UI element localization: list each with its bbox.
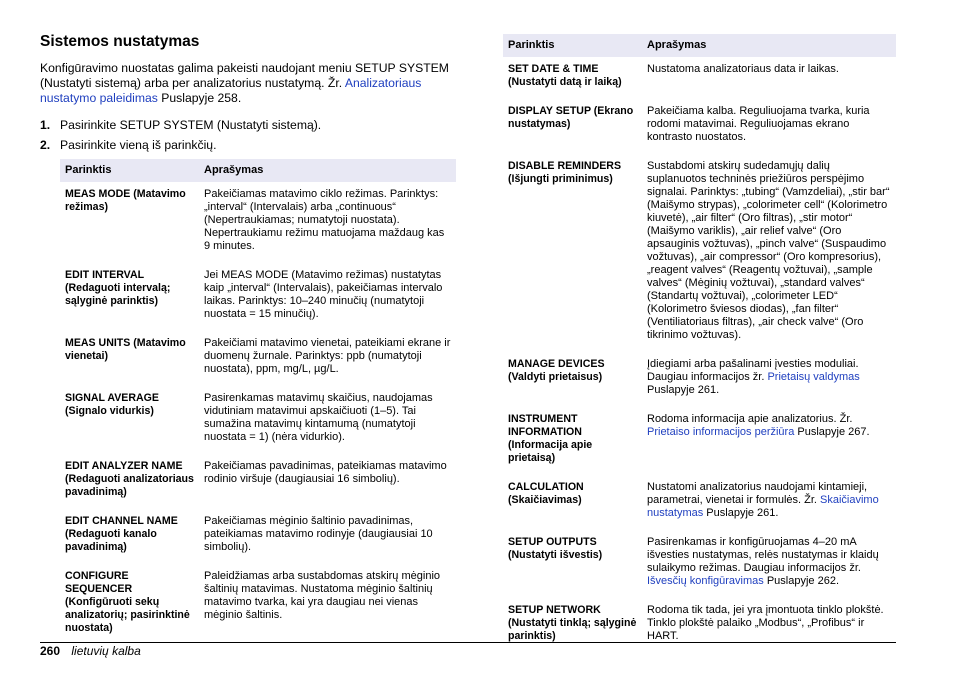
desc-text: Nustatomi analizatorius naudojami kintamieji, parametrai, vienetai ir formulės. Žr. bbox=[647, 481, 868, 506]
step-text: Pasirinkite vieną iš parinkčių. bbox=[60, 138, 217, 152]
desc-cell: Pasirenkamas matavimų skaičius, naudojamas vidutiniam matavimui apskaičiuoti (1–5). Tai sumažina matavimų kintamumą (numatytoji nuostata = 1) (nėra vidurkio). bbox=[204, 392, 433, 443]
intro-text-after: Puslapyje 258. bbox=[157, 91, 242, 105]
intro-link[interactable]: Analizatoriaus nustatymo paleidimas bbox=[40, 76, 422, 105]
param-cell: EDIT INTERVAL (Redaguoti intervalą; sąlyginė parinktis) bbox=[65, 269, 171, 307]
desc-cell: Pakeičiama kalba. Reguliuojama tvarka, kuria rodomi matavimai. Reguliuojamas ekrano kontrasto nuostatos. bbox=[647, 105, 870, 143]
page-number: 260 bbox=[40, 644, 61, 658]
header-param: Parinktis bbox=[503, 34, 642, 57]
desc-cell bbox=[642, 530, 896, 598]
param-cell: DISABLE REMINDERS (Išjungti priminimus) bbox=[508, 160, 622, 185]
table-header-row bbox=[60, 159, 456, 182]
desc-cell: Sustabdomi atskirų sudedamųjų dalių suplanuotos techninės priežiūros perspėjimo signalai. Parinktys: „tubing“ (Vamzdeliai), „stir bar“ (Maišymo strypas), „colorimeter cell“ (Kolorimetro kiuvetė), „air filter“ (Oro filtras), „stir motor“ (Maišymo variklis), „air relief valve“ (Oro apsauginis vožtuvas), „pinch valve“ (Suspaudimo vožtuvas), „air compressor“ (Oro kompresorius), „reagent valves“ (Reagentų vožtuvai), „sample valves“ (Mėginių vožtuvai), „standard valves“ (Standartų vožtuvai), „colorimeter LED“ (Kolorimetro šviesos diodas), „fan filter“ (Ventiliatoriaus filtras), „air check valve“ (Oro tikrinimo vožtuvas). bbox=[647, 160, 890, 341]
step-number: 1. bbox=[40, 118, 51, 132]
header-desc: Aprašymas bbox=[199, 159, 456, 182]
desc-cell bbox=[642, 475, 896, 530]
cross-ref-link[interactable]: Prietaisų valdymas bbox=[767, 371, 860, 383]
param-cell: MANAGE DEVICES (Valdyti prietaisus) bbox=[508, 358, 605, 383]
param-cell: EDIT ANALYZER NAME (Redaguoti analizatoriaus pavadinimą) bbox=[65, 460, 194, 498]
header-param: Parinktis bbox=[60, 159, 199, 182]
desc-cell: Paleidžiamas arba sustabdomas atskirų mėginio šaltinių matavimas. Nustatoma mėginio šaltinių matavimo tvarka, kai yra daugiau nei vienas mėginio šaltinis. bbox=[204, 570, 441, 621]
step-number: 2. bbox=[40, 138, 51, 152]
param-cell: CALCULATION (Skaičiavimas) bbox=[508, 481, 584, 506]
table-header-row bbox=[503, 34, 896, 57]
header-desc: Aprašymas bbox=[642, 34, 896, 57]
step-item bbox=[40, 138, 456, 153]
desc-text: Puslapyje 261. bbox=[647, 384, 720, 396]
table-row bbox=[503, 598, 896, 653]
table-row bbox=[60, 331, 456, 386]
left-column bbox=[40, 33, 456, 645]
desc-cell bbox=[642, 407, 896, 475]
step-text: Pasirinkite SETUP SYSTEM (Nustatyti sistemą). bbox=[60, 118, 322, 132]
footer-divider bbox=[40, 642, 896, 643]
intro-paragraph bbox=[40, 61, 456, 106]
desc-text: Puslapyje 267. bbox=[794, 426, 870, 438]
desc-cell: Jei MEAS MODE (Matavimo režimas) nustatytas kaip „interval“ (Intervalais), pakeičiamas intervalo laikas. Parinktys: 10–240 minučių (numatytoji nuostata = 15 minučių). bbox=[204, 269, 443, 320]
table-row bbox=[60, 509, 456, 564]
step-item bbox=[40, 118, 456, 133]
table-row bbox=[503, 407, 896, 475]
table-row bbox=[60, 564, 456, 645]
section-title: Sistemos nustatymas bbox=[40, 33, 200, 50]
table-row bbox=[503, 352, 896, 407]
param-cell: CONFIGURE SEQUENCER (Konfigūruoti sekų analizatorių; pasirinktinė nuostata) bbox=[65, 570, 190, 634]
page-footer bbox=[40, 644, 141, 658]
right-options-table bbox=[503, 34, 896, 653]
table-row bbox=[60, 182, 456, 263]
table-row bbox=[503, 154, 896, 352]
right-column bbox=[503, 34, 896, 653]
param-cell: MEAS UNITS (Matavimo vienetai) bbox=[65, 337, 186, 362]
desc-text: Įdiegiami arba pašalinami įvesties moduliai. Daugiau informacijos žr. bbox=[647, 358, 859, 383]
desc-cell: Pakeičiamas pavadinimas, pateikiamas matavimo rodinio viršuje (daugiausiai 16 simbolių). bbox=[204, 460, 447, 485]
intro-text-before: Konfigūravimo nuostatas galima pakeisti naudojant meniu SETUP SYSTEM (Nustatyti sistemą) arba per analizatorius nustatymą. Žr. bbox=[40, 61, 449, 90]
cross-ref-link[interactable]: Prietaiso informacijos peržiūra bbox=[647, 426, 795, 438]
steps-list bbox=[40, 118, 456, 153]
desc-cell: Nustatoma analizatoriaus data ir laikas. bbox=[647, 63, 839, 75]
left-options-table bbox=[60, 159, 456, 645]
param-cell: SIGNAL AVERAGE (Signalo vidurkis) bbox=[65, 392, 159, 417]
table-row bbox=[60, 386, 456, 454]
desc-cell: Pakeičiami matavimo vienetai, pateikiami ekrane ir duomenų žurnale. Parinktys: ppb (numatytoji nuostata), ppm, mg/L, µg/L. bbox=[204, 337, 451, 375]
desc-cell bbox=[642, 352, 896, 407]
table-row bbox=[503, 530, 896, 598]
desc-cell: Pakeičiamas matavimo ciklo režimas. Parinktys: „interval“ (Intervalais) arba „continuous“ (Nepertraukiamas; numatytoji nuostata). Nepertraukiamu režimu matuojama maždaug kas 9 minutes. bbox=[204, 188, 445, 252]
param-cell: SET DATE & TIME (Nustatyti datą ir laiką) bbox=[508, 63, 622, 88]
desc-text: Puslapyje 262. bbox=[763, 575, 839, 587]
param-cell: SETUP OUTPUTS (Nustatyti išvestis) bbox=[508, 536, 603, 561]
footer-language: lietuvių kalba bbox=[71, 644, 141, 658]
cross-ref-link[interactable]: Skaičiavimo nustatymas bbox=[647, 494, 879, 519]
param-cell: DISPLAY SETUP (Ekrano nustatymas) bbox=[508, 105, 634, 130]
param-cell: EDIT CHANNEL NAME (Redaguoti kanalo pavadinimą) bbox=[65, 515, 178, 553]
table-row bbox=[60, 454, 456, 509]
table-row bbox=[503, 57, 896, 99]
desc-text: Rodoma informacija apie analizatorius. Žr. bbox=[647, 413, 853, 425]
desc-text: Puslapyje 261. bbox=[703, 507, 779, 519]
desc-text: Pasirenkamas ir konfigūruojamas 4–20 mA išvesties nustatymas, relės nustatymas ir klaidų sulaikymo režimas. Daugiau informacijos žr. bbox=[647, 536, 879, 574]
param-cell: SETUP NETWORK (Nustatyti tinklą; sąlyginė parinktis) bbox=[508, 604, 637, 642]
table-row bbox=[503, 99, 896, 154]
table-row bbox=[503, 475, 896, 530]
desc-cell: Pakeičiamas mėginio šaltinio pavadinimas, pateikiamas matavimo rodinyje (daugiausiai 10 simbolių). bbox=[204, 515, 433, 553]
param-cell: INSTRUMENT INFORMATION (Informacija apie prietaisą) bbox=[508, 413, 593, 464]
cross-ref-link[interactable]: Išvesčių konfigūravimas bbox=[647, 575, 764, 587]
table-row bbox=[60, 263, 456, 331]
param-cell: MEAS MODE (Matavimo režimas) bbox=[65, 188, 186, 213]
desc-cell: Rodoma tik tada, jei yra įmontuota tinklo plokštė. Tinklo plokštė palaiko „Modbus“, „Profibus“ ir HART. bbox=[647, 604, 884, 642]
